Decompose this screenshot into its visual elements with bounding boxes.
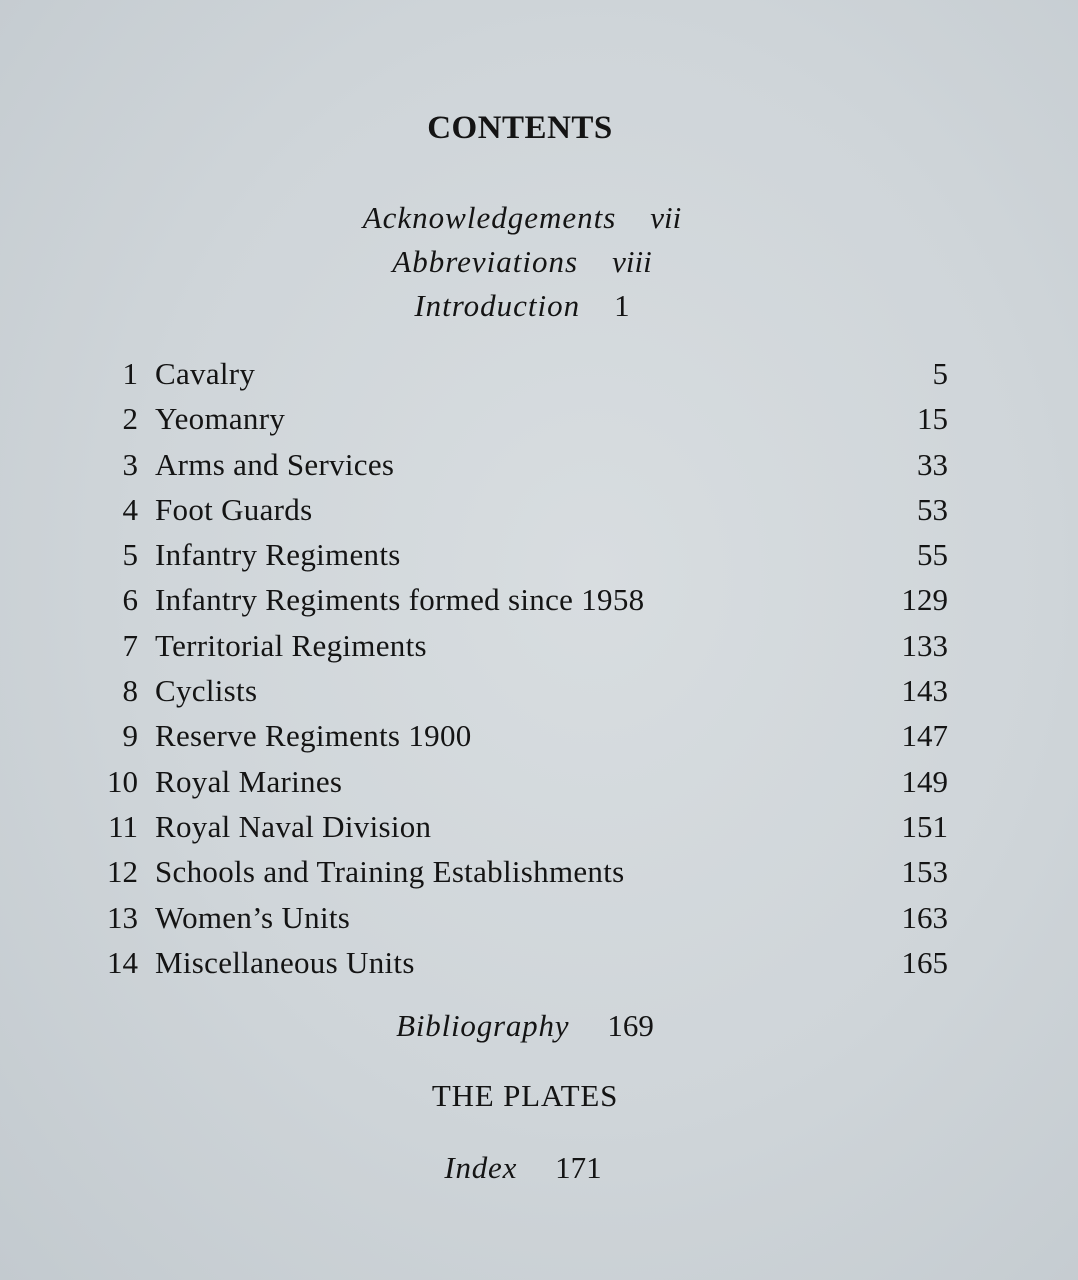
- chapter-page: 151: [901, 808, 948, 844]
- chapter-title: Miscellaneous Units: [155, 944, 415, 980]
- chapter-page: 165: [901, 944, 948, 980]
- chapter-title: Reserve Regiments 1900: [155, 718, 472, 754]
- chapter-page: 149: [901, 763, 948, 799]
- chapter-title: Foot Guards: [155, 491, 313, 527]
- chapter-row: [98, 758, 948, 803]
- index-entry: [0, 1150, 1046, 1186]
- chapter-row: [98, 667, 948, 712]
- front-matter-label: Acknowledgements: [362, 200, 617, 235]
- chapter-page: 5: [932, 356, 948, 391]
- index-page: 171: [555, 1150, 602, 1185]
- chapter-title: Territorial Regiments: [155, 627, 427, 663]
- chapter-row: [98, 894, 948, 939]
- bibliography-entry: [0, 1008, 1050, 1044]
- chapter-page: 163: [901, 899, 948, 935]
- front-matter-page: vii: [650, 200, 682, 235]
- chapter-page: 53: [917, 491, 948, 527]
- chapter-number: 8: [122, 673, 138, 709]
- chapter-number: 7: [122, 627, 138, 663]
- chapter-row: [98, 486, 948, 531]
- chapter-number: 9: [122, 718, 138, 754]
- chapter-row: [98, 712, 948, 757]
- front-matter-label: Introduction: [414, 288, 581, 323]
- front-matter-list: [0, 196, 1044, 328]
- chapter-number: 13: [107, 899, 138, 935]
- chapter-number: 14: [107, 944, 138, 980]
- chapter-page: 133: [901, 627, 948, 663]
- chapter-page: 129: [901, 582, 948, 618]
- page-title: CONTENTS: [427, 110, 613, 146]
- chapter-row: [98, 939, 948, 984]
- chapter-number: 4: [122, 491, 138, 527]
- chapter-title: Arms and Services: [155, 446, 395, 482]
- bibliography-page: 169: [607, 1008, 654, 1043]
- chapter-title: Royal Naval Division: [155, 808, 432, 844]
- chapter-number: 5: [122, 537, 138, 573]
- chapter-title: Yeomanry: [155, 401, 286, 437]
- front-matter-item: [0, 196, 1044, 240]
- chapter-title: Women’s Units: [155, 899, 351, 935]
- chapter-page: 55: [917, 537, 948, 573]
- chapter-row: [98, 441, 948, 486]
- front-matter-page: viii: [612, 244, 652, 279]
- chapter-number: 6: [122, 582, 138, 618]
- chapter-row: [98, 395, 948, 440]
- index-label: Index: [444, 1150, 518, 1185]
- front-matter-item: [0, 240, 1044, 284]
- chapter-number: 12: [107, 854, 138, 890]
- front-matter-label: Abbreviations: [392, 244, 579, 279]
- chapter-page: 153: [901, 854, 948, 890]
- chapter-number: 11: [108, 808, 138, 844]
- chapter-row: [98, 350, 948, 395]
- chapter-row: [98, 576, 948, 621]
- chapter-row: [98, 622, 948, 667]
- front-matter-page: 1: [614, 288, 630, 323]
- chapter-title: Royal Marines: [155, 763, 343, 799]
- chapter-title: Infantry Regiments formed since 1958: [155, 582, 645, 618]
- front-matter-item: [0, 284, 1044, 328]
- chapter-title: Schools and Training Establishments: [155, 854, 625, 890]
- chapter-number: 2: [122, 401, 138, 437]
- bibliography-label: Bibliography: [396, 1008, 570, 1043]
- chapter-row: [98, 531, 948, 576]
- chapter-page: 15: [917, 401, 948, 437]
- chapter-list: [98, 350, 948, 984]
- plates-heading: THE PLATES: [431, 1078, 619, 1113]
- chapter-title: Cyclists: [155, 673, 258, 709]
- chapter-row: [98, 803, 948, 848]
- chapter-page: 143: [901, 673, 948, 709]
- chapter-page: 147: [901, 718, 948, 754]
- chapter-row: [98, 848, 948, 893]
- chapter-page: 33: [917, 446, 948, 482]
- chapter-title: Infantry Regiments: [155, 537, 401, 573]
- chapter-number: 1: [122, 356, 138, 391]
- chapter-number: 10: [107, 763, 138, 799]
- chapter-number: 3: [122, 446, 138, 482]
- chapter-title: Cavalry: [155, 356, 256, 391]
